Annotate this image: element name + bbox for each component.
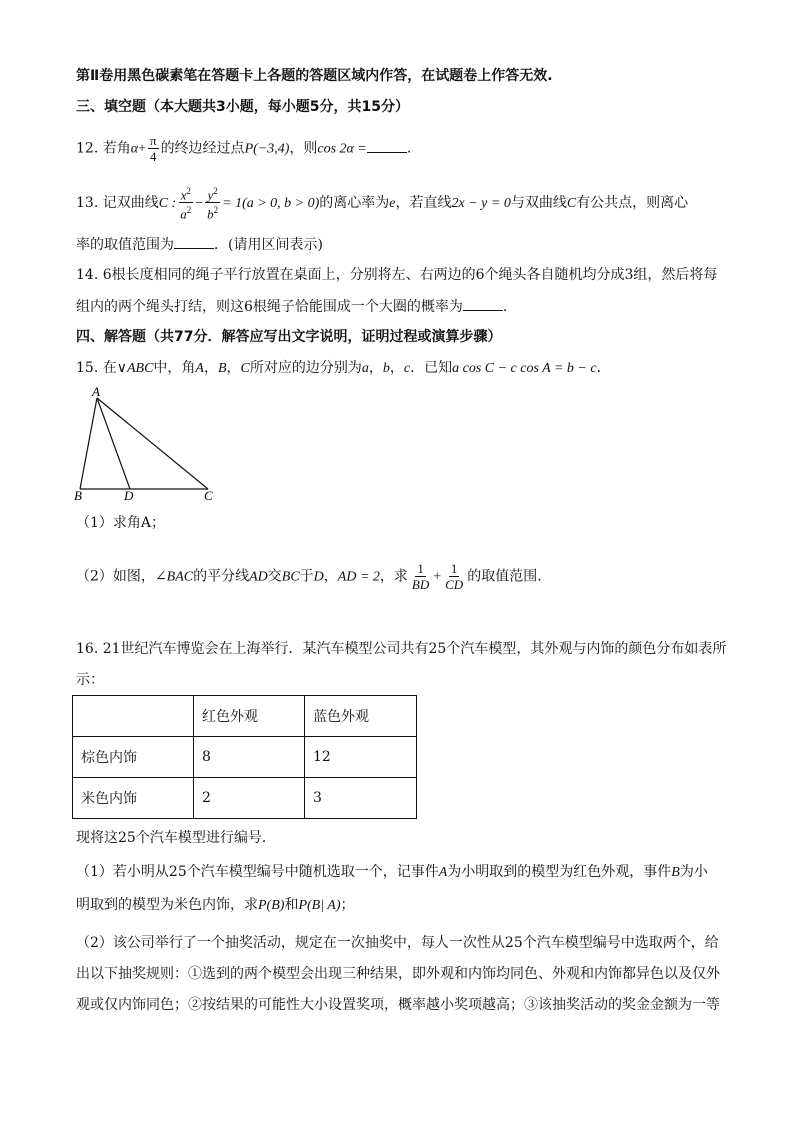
question-13 [76, 184, 688, 222]
q15-comma: ， [389, 360, 404, 376]
q13-equation-rest: = 1(a > 0, b > 0) [222, 195, 320, 211]
label-a: A [92, 384, 100, 399]
q15-text-4: ．已知 [410, 360, 453, 376]
q14-end: . [502, 299, 508, 315]
q14-text: 组内的两个绳头打结，则这6根绳子恰能围成一个大圈的概率为 [76, 299, 463, 315]
q15-p2-comma: ， [323, 568, 338, 585]
table-header-cell: 红色外观 [194, 696, 305, 737]
q13-line: 2x − y = 0 [451, 195, 511, 211]
table-cell: 3 [305, 778, 417, 819]
q15-side-c: c [403, 361, 411, 376]
question-13-cont [76, 234, 323, 255]
color-distribution-table [72, 695, 417, 819]
q15-side-a: a [361, 361, 369, 376]
q15-p2-text: （2）如图， [76, 568, 155, 585]
table-row [73, 737, 417, 778]
q13-text: 记双曲线 [102, 194, 159, 211]
q13-curve-name-2: C [566, 195, 577, 211]
q12-number: 12. [76, 140, 99, 157]
q15-end: ． [596, 360, 611, 376]
q13-e: e [389, 195, 396, 211]
q14-answer-blank [463, 296, 503, 311]
label-b: B [74, 488, 82, 503]
q12-pi: π [149, 133, 157, 148]
q15-comma: ， [203, 360, 218, 376]
table-cell: 米色内饰 [73, 778, 194, 819]
q15-angle-a: A [195, 361, 204, 376]
label-d: D [124, 488, 134, 503]
q12-plus: + [138, 141, 146, 157]
q13-a: a [180, 206, 187, 222]
label-c: C [204, 488, 213, 503]
q15-p2-one: 1 [417, 561, 424, 576]
section-4-heading: 四、解答题（共77分．解答应写出文字说明，证明过程或演算步骤） [76, 329, 502, 345]
q15-text: 在 [102, 360, 117, 376]
q13-x: x [180, 187, 187, 203]
question-12 [76, 133, 411, 164]
table-header-cell [73, 696, 194, 737]
question-14-line-1: 14. 6根长度相同的绳子平行放置在桌面上，分别将左、右两边的6个绳头各自随机均分成3组，然后将每 [76, 267, 718, 283]
q15-p2-d: D [313, 569, 324, 585]
table-cell: 8 [194, 737, 305, 778]
q16-part-2-line-1: （2）该公司举行了一个抽奖活动，规定在一次抽奖中，每人一次性从25个汽车模型编号中选取两个，给 [76, 935, 719, 951]
q15-p2-text-6: 的取值范围. [467, 568, 542, 585]
q16-p1-text-3: 为小 [679, 864, 708, 880]
q12-end: . [406, 140, 412, 157]
q15-p2-text-2: 的平分线 [193, 568, 250, 585]
q15-p2-bc: BC [281, 569, 300, 585]
q15-text-2: 中，角 [153, 360, 196, 376]
q12-point: P(−3,4) [244, 141, 290, 157]
table-header-cell: 蓝色外观 [305, 696, 417, 737]
q15-number: 15. [76, 360, 99, 376]
q16-part-2-line-2: 出以下抽奖规则：①选到的两个模型会出现三种结果，即外观和内饰均同色、外观和内饰都异色以及仅外 [76, 966, 720, 982]
instructions: 第Ⅱ卷用黑色碳素笔在答题卡上各题的答题区域内作答，在试题卷上作答无效. [76, 68, 553, 84]
q12-text-3: ，则 [289, 140, 318, 157]
q13-text-3: ，若直线 [395, 194, 452, 211]
q15-part-2 [76, 561, 542, 592]
q15-p2-ad: AD [249, 569, 268, 585]
side-ab [80, 398, 97, 489]
question-14-line-2 [76, 296, 507, 317]
q15-part-1: （1）求角A； [76, 515, 166, 531]
q15-p2-fraction-bd [410, 561, 431, 592]
q16-p1-text-4: 明取到的模型为米色内饰，求 [76, 897, 258, 913]
q16-p1-text-2: 为小明取到的模型为红色外观，事件 [447, 864, 672, 880]
section-3-heading: 三、填空题（本大题共3小题，每小题5分，共15分） [76, 99, 409, 115]
q16-p1-event-b: B [671, 865, 680, 880]
q16-p1-text: （1）若小明从25个汽车模型编号中随机选取一个，记事件 [76, 864, 439, 880]
q13-text-4: 与双曲线 [510, 194, 567, 211]
q15-text-3: 所对应的边分别为 [249, 360, 362, 376]
q15-p2-plus: + [433, 569, 442, 585]
question-16-line-2: 示： [76, 672, 104, 688]
q15-triangle: ∨ABC [116, 361, 154, 376]
question-16-after-table: 现将这25个汽车模型进行编号． [76, 830, 276, 846]
q16-p1-end: ； [340, 897, 355, 913]
q15-equation: a cos C − c cos A = b − c [452, 361, 597, 376]
question-16-line-1: 16. 21世纪汽车博览会在上海举行．某汽车模型公司共有25个汽车模型，其外观与内饰的颜色分布如表所 [76, 641, 727, 657]
q15-p2-one: 1 [450, 561, 458, 576]
table-cell: 2 [194, 778, 305, 819]
q13-y-fraction [205, 184, 220, 222]
triangle-figure [66, 384, 246, 504]
q13-sup: 2 [213, 205, 219, 216]
q13-y: y [207, 187, 214, 203]
q13-x-fraction [178, 184, 193, 222]
q15-p2-text-5: ，求 [379, 568, 408, 585]
q16-part-2-line-3: 观或仅内饰同色；②按结果的可能性大小设置奖项，概率越小奖项越高；③该抽奖活动的奖金金额为一等 [76, 997, 720, 1013]
q16-p1-pb: P(B) [258, 898, 285, 913]
q13-curve-name: C : [158, 195, 177, 211]
table-cell: 棕色内饰 [73, 737, 194, 778]
q12-text: 若角 [102, 140, 131, 157]
q15-p2-text-4: 于 [299, 568, 314, 585]
q16-p1-pba: P(B| A) [298, 898, 341, 913]
q16-p1-and: 和 [284, 897, 299, 913]
q15-p2-bd: BD [411, 577, 430, 592]
q15-p2-angle: ∠BAC [154, 569, 194, 585]
q13-b: b [207, 206, 214, 222]
q16-part-1-line-1 [76, 862, 708, 883]
q13-number: 13. [76, 194, 99, 211]
question-15 [76, 358, 611, 379]
q13-text-5: 有公共点，则离心 [576, 194, 689, 211]
q15-angle-c: C [240, 361, 250, 376]
q15-comma: ， [226, 360, 241, 376]
q15-p2-cd: CD [445, 577, 464, 592]
q13-sup: 2 [186, 186, 191, 196]
q13-answer-blank [174, 234, 214, 249]
q13-minus: − [195, 195, 204, 211]
q15-p2-text-3: 交 [267, 568, 282, 585]
q15-side-b: b [382, 361, 390, 376]
q13-text-6: 率的取值范围为 [76, 237, 174, 253]
q15-angle-b: B [217, 361, 227, 376]
q16-part-1-line-2 [76, 895, 355, 916]
q13-text-2: 的离心率为 [319, 194, 390, 211]
q12-four: 4 [150, 149, 157, 164]
q13-sup: 2 [186, 205, 192, 216]
q15-comma: ， [368, 360, 383, 376]
q15-p2-fraction-cd [443, 561, 465, 592]
q12-answer-blank [367, 138, 407, 153]
table-header-row [73, 696, 417, 737]
q15-p2-ad-value: AD = 2 [337, 569, 380, 585]
q12-pi-over-4 [148, 133, 159, 164]
q16-p1-event-a: A [438, 865, 448, 880]
table-row [73, 778, 417, 819]
q12-text-2: 的终边经过点 [160, 140, 245, 157]
q13-text-7: ．(请用区间表示) [214, 237, 323, 253]
q12-alpha: α [130, 141, 139, 157]
table-cell: 12 [305, 737, 417, 778]
q12-expression: cos 2α = [317, 141, 367, 157]
q13-sup: 2 [213, 186, 218, 196]
